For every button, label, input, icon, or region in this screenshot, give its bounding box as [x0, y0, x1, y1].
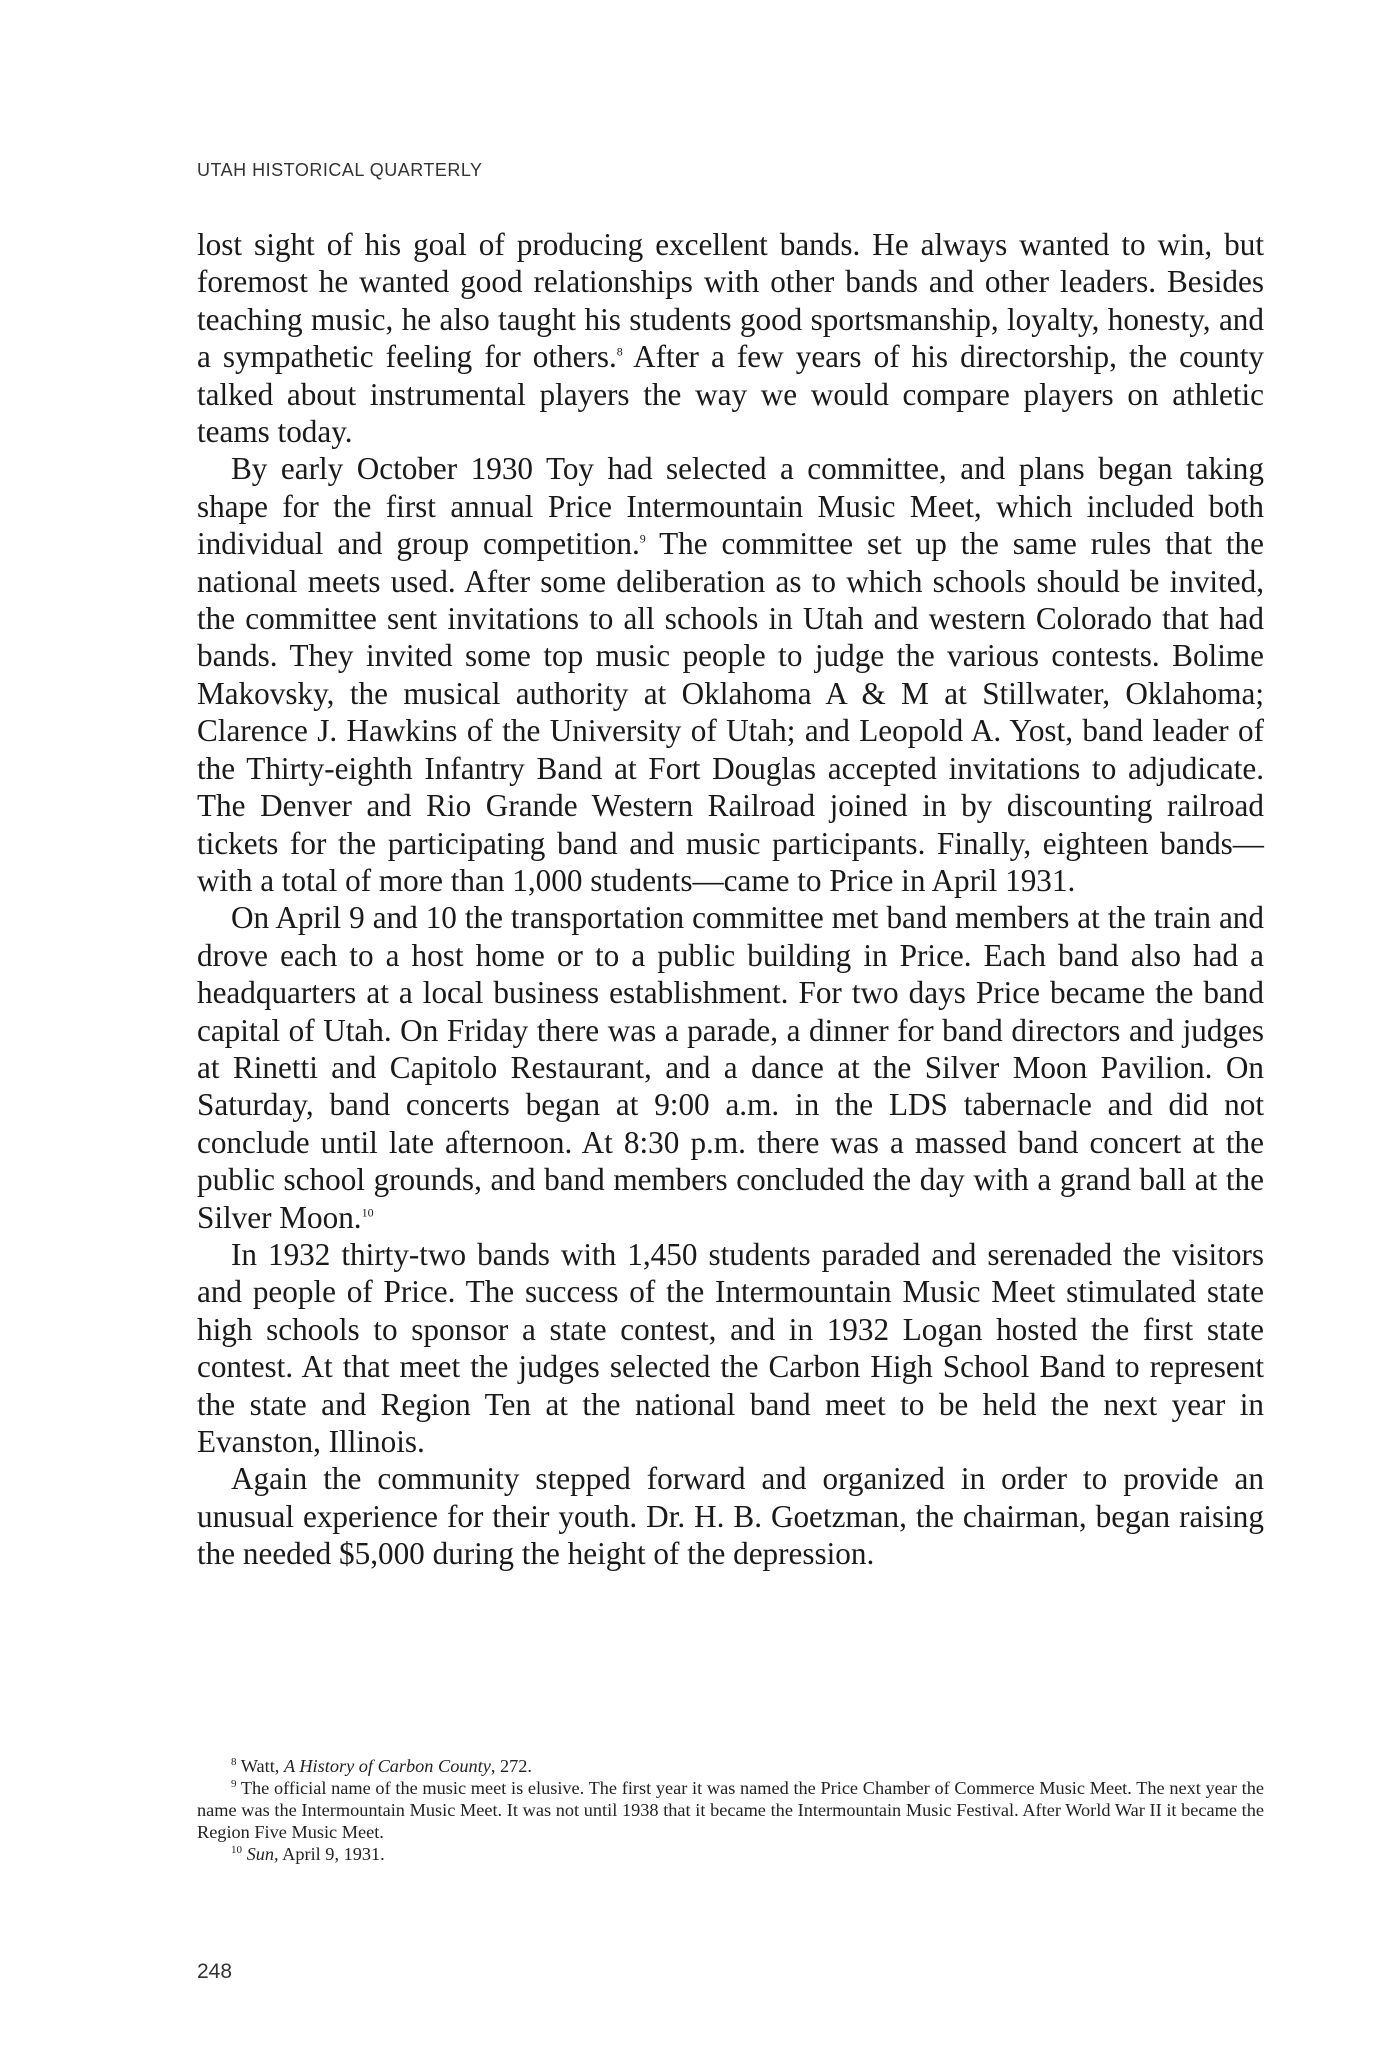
- footnote: [197, 1756, 1264, 1778]
- footnote-title: Sun,: [246, 1843, 279, 1864]
- footnote-text: April 9, 1931.: [278, 1843, 385, 1864]
- footnote-ref: 10: [361, 1205, 374, 1220]
- running-head: UTAH HISTORICAL QUARTERLY: [197, 160, 483, 180]
- article-body: [197, 226, 1264, 1573]
- footnote-text: Watt,: [240, 1756, 284, 1776]
- footnote: [197, 1844, 1264, 1866]
- paragraph-text: On April 9 and 10 the transportation committee met band members at the train and drove each to a host home or to a public building in Price. Each band also had a headquarters at a local business establishment. For two days Price became the band capital of Utah. On Friday there was a parade, a dinner for band directors and judges at Rinetti and Capitolo Restaurant, and a dance at the Silver Moon Pavilion. On Saturday, band concerts began at 9:00 a.m. in the LDS tabernacle and did not conclude until late afternoon. At 8:30 p.m. there was a massed band concert at the public school grounds, and band members concluded the day with a grand ball at the Silver Moon.: [197, 900, 1264, 1235]
- paragraph-text: In 1932 thirty-two bands with 1,450 students paraded and serenaded the visitors and people of Price. The success of the Intermountain Music Meet stimulated state high schools to sponsor a state contest, and in 1932 Logan hosted the first state contest. At that meet the judges selected the Carbon High School Band to represent the state and Region Ten at the national band meet to be held the next year in Evanston, Illinois.: [197, 1236, 1264, 1459]
- footnote-title: A History of Carbon County: [283, 1756, 491, 1776]
- footnote-ref: 9: [639, 531, 646, 546]
- page-number: 248: [197, 1960, 233, 1983]
- footnote-number: 10: [231, 1843, 242, 1856]
- footnote-number: 9: [231, 1777, 237, 1790]
- footnotes: [197, 1756, 1264, 1866]
- paragraph: [197, 899, 1264, 1236]
- footnote-ref: 8: [616, 344, 623, 359]
- paragraph: [197, 450, 1264, 899]
- paragraph-text: The committee set up the same rules that the national meets used. After some deliberation as to which schools should be invited, the committee sent invitations to all schools in Utah and western Colorado that had bands. They invited some top music people to judge the various contests. Bolime Makovsky, the musical authority at Oklahoma A & M at Stillwater, Oklahoma; Clarence J. Hawkins of the University of Utah; and Leopold A. Yost, band leader of the Thirty-eighth Infantry Band at Fort Douglas accepted invitations to adjudicate. The Denver and Rio Grande Western Railroad joined in by discounting railroad tickets for the participating band and music participants. Finally, eighteen bands—with a total of more than 1,000 students—came to Price in April 1931.: [197, 526, 1264, 898]
- footnote-text: , 272.: [490, 1756, 532, 1776]
- paragraph-text: lost sight of his goal of producing excellent bands. He always wanted to win, but foremost he wanted good relationships with other bands and other leaders. Besides teaching music, he also taught his students good sportsmanship, loyalty, honesty, and a sympathetic feeling for others.: [197, 227, 1264, 375]
- footnote: [197, 1778, 1264, 1844]
- paragraph-text: Again the community stepped forward and organized in order to provide an unusual experience for their youth. Dr. H. B. Goetzman, the chairman, began raising the needed $5,000 during the height of the depression.: [197, 1461, 1264, 1572]
- paragraph: [197, 226, 1264, 450]
- footnote-number: 8: [231, 1755, 237, 1768]
- paragraph: [197, 1236, 1264, 1460]
- paragraph-text: By early October 1930 Toy had selected a committee, and plans began taking shape for the first annual Price Intermountain Music Meet, which included both individual and group competition.: [197, 451, 1264, 562]
- paragraph-text: After a few years of his directorship, the county talked about instrumental players the way we would compare players on athletic teams today.: [197, 339, 1265, 450]
- footnote-text: The official name of the music meet is elusive. The first year it was named the Price Chamber of Commerce Music Meet. The next year the name was the Intermountain Music Meet. It was not until 1938 that it became the Intermountain Music Festival. After World War II it became the Region Five Music Meet.: [197, 1777, 1264, 1842]
- paragraph: [197, 1460, 1264, 1572]
